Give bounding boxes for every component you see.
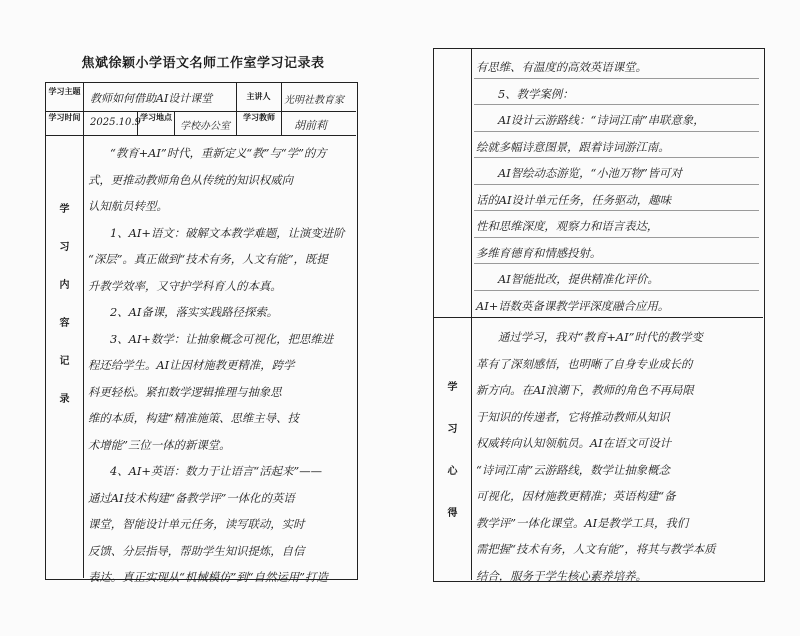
teacher-label: 学习教师 [243,113,275,122]
text-line: 教学评”一体化课堂。AI是教学工具，我们 [476,515,689,530]
text-line: 程还给学生。AI让因材施教更精准，跨学 [88,358,295,372]
content-label-text: 学习内容记录 [59,204,70,405]
text-line: “深层”。真正做到“技术有务，人文有能”，既提 [88,252,328,266]
ruled-line [474,210,759,211]
place-label: 学习地点 [140,113,172,122]
text-line: “诗词江南”云游路线，数学让抽象概念 [476,462,670,477]
text-line: 绘就多幅诗意图景，跟着诗词游江南。 [476,139,670,154]
text-line: 通过AI技术构建“备教学评”一体化的英语 [88,490,295,505]
text-line: AI智绘动态游览，“小池万物”皆可对 [498,166,682,180]
text-line: 科更轻松。紧扣数学逻辑推理与抽象思 [88,384,282,399]
text-line: AI+语数英备课教学评深度融合应用。 [476,298,670,313]
content-record-continued-text [476,54,705,319]
text-line: 维的本质，构建“精准施策、思维主导、技 [88,411,299,425]
ruled-line [474,290,759,291]
right-page [400,0,800,636]
text-line: 权威转向认知领航员。AI在语文可设计 [476,436,671,450]
ruled-line [474,78,759,79]
time-label: 学习时间 [48,113,81,122]
text-line: 1、AI+语文：破解文本教学难题，让演变进阶 [110,225,345,240]
ruled-line [474,131,759,132]
ruled-line [474,157,759,158]
time-value: 2025.10.9 [90,117,141,128]
text-line: 3、AI+数学：让抽象概念可视化，把思维进 [110,331,334,346]
place-value: 学校办公室 [180,121,230,132]
text-line: AI设计云游路线：“诗词江南”串联意象， [498,113,705,127]
teacher-value: 胡前莉 [294,119,327,132]
text-line: AI智能批改，提供精准化评价。 [498,272,659,286]
text-line: 术增能”三位一体的新课堂。 [88,437,231,452]
speaker-label: 主讲人 [246,92,271,101]
text-line: 式，更推动教师角色从传统的知识权威向 [88,172,294,187]
text-line: 4、AI+英语：数力于让语言“活起来”—— [110,464,323,478]
text-line: 话的AI设计单元任务，任务驱动，趣味 [476,192,671,207]
text-line: 革有了深刻感悟，也明晰了自身专业成长的 [476,356,693,371]
text-line: 可视化，因材施教更精准；英语构建“备 [476,489,676,503]
text-line: 2、AI备课，落实实践路径探索。 [110,305,279,319]
topic-label: 学习主题 [48,87,81,96]
content-record-text [88,140,345,591]
ruled-line [474,104,759,105]
ruled-line [474,263,759,264]
page-title: 焦斌徐颖小学语文名师工作室学习记录表 [81,56,325,71]
speaker-value: 光明社教育家 [284,95,344,106]
text-line: 性和思维深度，观察力和语言表达， [476,219,659,233]
text-line: 升教学效率，又守护学科育人的本真。 [88,278,282,293]
text-line: 通过学习，我对“教育+AI”时代的教学变 [498,330,703,344]
text-line: 课堂，智能设计单元任务，读写联动，实时 [88,517,305,531]
text-line: “教育+AI”时代，重新定义“教”与“学”的方 [110,146,327,160]
text-line: 表达。真正实现从“机械模仿”到“自然运用”打造 [88,570,328,584]
text-line: 反馈、分层指导，帮助学生知识提炼，自信 [88,543,305,558]
text-line: 新方向。在AI浪潮下，教师的角色不再局限 [476,383,694,397]
text-line: 有思维、有温度的高效英语课堂。 [476,60,647,74]
content-label [46,191,83,419]
reflection-text [476,324,715,589]
text-line: 于知识的传递者，它将推动教师从知识 [476,409,670,424]
reflection-label-text: 学习心得 [447,382,458,519]
topic-value: 教师如何借助AI设计课堂 [90,92,213,105]
text-line: 认知航员转型。 [88,199,168,213]
ruled-line [474,184,759,185]
text-line: 结合，服务于学生核心素养培养。 [476,568,647,583]
text-line: 5、教学案例： [498,86,574,101]
text-line: 需把握“技术有务，人文有能”，将其与教学本质 [476,542,716,556]
reflection-label [434,367,471,535]
ruled-line [474,237,759,238]
text-line: 多维育德育和情感投射。 [476,245,602,260]
